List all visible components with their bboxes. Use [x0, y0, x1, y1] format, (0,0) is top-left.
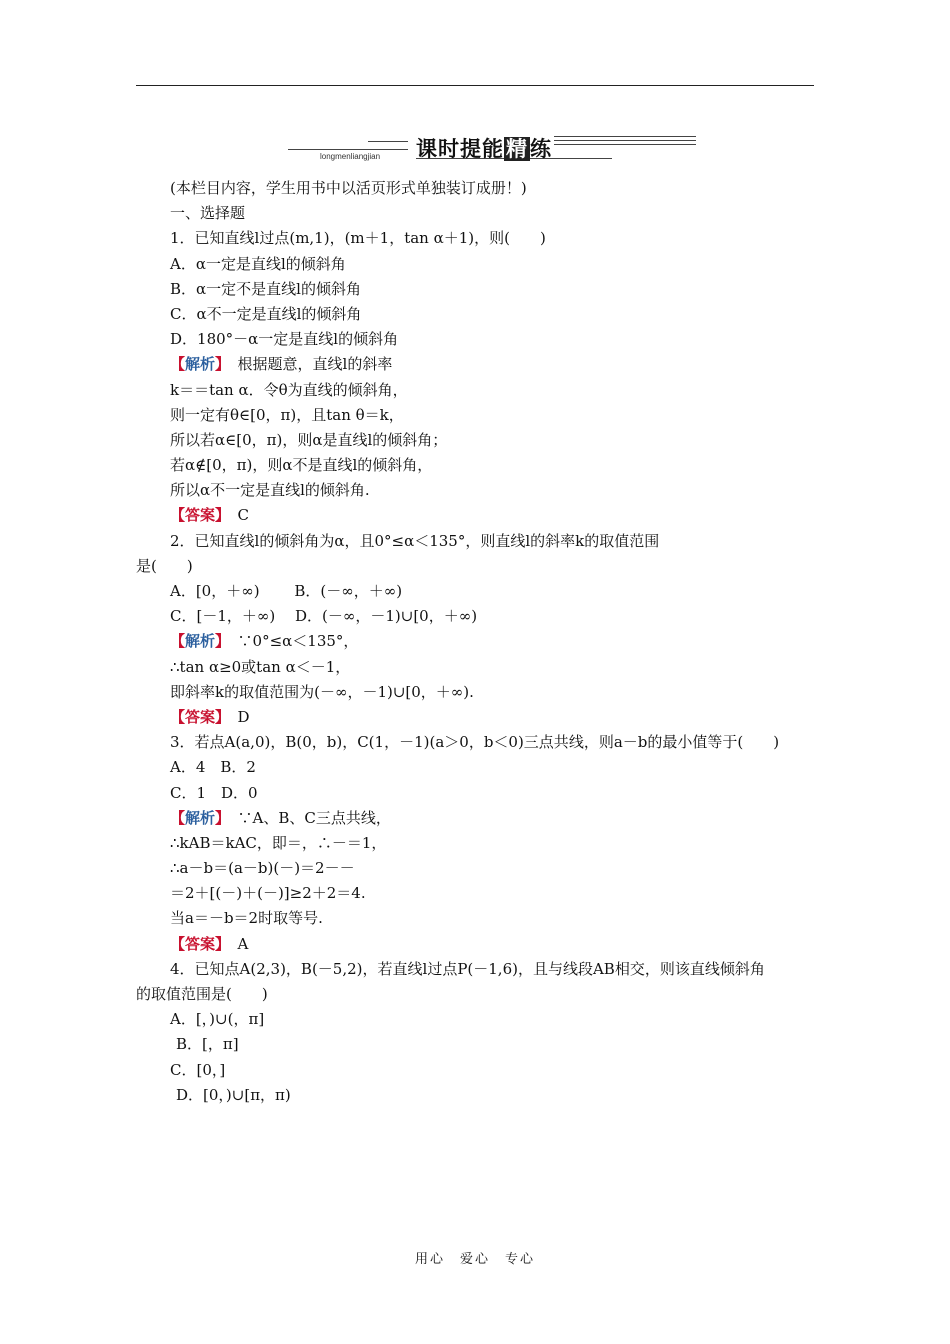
line-text: 的取值范围是( ): [136, 985, 268, 1003]
banner-line: [554, 136, 696, 137]
line-text: D: [222, 707, 250, 726]
line-text: C．[0，]: [170, 1060, 226, 1079]
text-line: [136, 1007, 816, 1032]
line-text: D．180°－α一定是直线l的倾斜角: [170, 330, 399, 349]
line-text: A．α一定是直线l的倾斜角: [170, 254, 346, 273]
text-line: [136, 629, 816, 654]
line-text: ∵0°≤α＜135°，: [222, 632, 359, 651]
line-text: 当a＝－b＝2时取等号.: [170, 909, 323, 928]
line-text: 2．已知直线l的倾斜角为α，且0°≤α＜135°，则直线l的斜率k的取值范围: [170, 531, 660, 550]
text-line: [136, 831, 816, 856]
text-line: [136, 176, 816, 201]
text-line: [136, 277, 816, 302]
line-text: A．[0，＋∞) B．(－∞，＋∞): [170, 582, 403, 600]
line-text: A．[，)∪(，π]: [170, 1010, 265, 1029]
analysis-tag: 【解析】: [170, 808, 223, 827]
text-line: [136, 730, 816, 755]
text-line: [136, 1058, 816, 1083]
line-text: 所以α不一定是直线l的倾斜角.: [170, 481, 370, 500]
text-line: [136, 529, 816, 554]
line-text: 是( ): [136, 556, 193, 575]
banner-line: [368, 141, 408, 142]
line-text: 4．已知点A(2,3)，B(－5,2)，若直线l过点P(－1,6)，且与线段AB相交，则该直线倾斜角: [170, 959, 765, 978]
text-line: [136, 378, 816, 403]
analysis-tag: 【解析】: [170, 355, 223, 374]
text-line: [136, 327, 816, 352]
section-banner: [286, 132, 698, 164]
line-text: C．α不一定是直线l的倾斜角: [170, 304, 362, 323]
text-line: [136, 932, 816, 957]
line-text: C: [222, 506, 250, 525]
line-text: ∵A、B、C三点共线，: [222, 808, 391, 827]
line-text: A: [222, 934, 249, 953]
text-line: [136, 352, 816, 377]
line-text: A．4 B．2: [170, 758, 256, 777]
text-line: [136, 881, 816, 906]
text-line: [136, 554, 816, 579]
text-line: [136, 856, 816, 881]
text-line: [136, 1083, 816, 1108]
text-line: [136, 252, 816, 277]
text-line: [136, 604, 816, 629]
text-line: [136, 705, 816, 730]
line-text: B．[，π]: [176, 1035, 239, 1054]
banner-line: [288, 149, 408, 150]
line-text: ＝2＋[(－)＋(－)]≥2＋2＝4.: [170, 884, 366, 903]
banner-line: [554, 144, 696, 145]
text-line: [136, 655, 816, 680]
text-line: [136, 806, 816, 831]
text-line: [136, 478, 816, 503]
banner-title: 课时提能精练: [416, 137, 552, 161]
page-footer: 用心 爱心 专心: [414, 1252, 535, 1267]
line-text: 即斜率k的取值范围为(－∞，－1)∪[0，＋∞).: [170, 682, 474, 701]
line-text: 1．已知直线l过点(m,1)，(m＋1，tan α＋1)，则( ): [170, 229, 546, 248]
text-line: [136, 982, 816, 1007]
analysis-tag: 【解析】: [170, 632, 223, 651]
line-text: (本栏目内容，学生用书中以活页形式单独装订成册！): [170, 179, 527, 197]
text-line: [136, 755, 816, 780]
line-text: 一、选择题: [170, 204, 246, 223]
text-line: [136, 1032, 816, 1057]
text-line: [136, 906, 816, 931]
line-text: ∴a－b＝(a－b)(－)＝2－－: [170, 859, 355, 878]
line-text: 所以若α∈[0，π)，则α是直线l的倾斜角；: [170, 430, 448, 449]
text-line: [136, 403, 816, 428]
text-line: [136, 428, 816, 453]
line-text: C．1 D．0: [170, 783, 258, 802]
line-text: k＝＝tan α．令θ为直线的倾斜角，: [170, 380, 408, 399]
text-line: [136, 680, 816, 705]
line-text: D．[0，)∪[π，π): [176, 1085, 291, 1104]
line-text: ∴kAB＝kAC，即＝，∴－＝1，: [170, 833, 387, 852]
line-text: 根据题意，直线l的斜率: [222, 355, 393, 374]
text-line: [136, 302, 816, 327]
line-text: 则一定有θ∈[0，π)，且tan θ＝k，: [170, 405, 404, 424]
text-line: [136, 201, 816, 226]
line-text: C．[－1，＋∞) D．(－∞，－1)∪[0，＋∞): [170, 607, 478, 626]
banner-line: [554, 140, 696, 141]
text-line: [136, 503, 816, 528]
line-text: 若α∉[0，π)，则α不是直线l的倾斜角，: [170, 456, 433, 475]
document-body: [136, 176, 816, 1108]
answer-tag: 【答案】: [170, 506, 223, 525]
top-rule: [136, 85, 814, 86]
text-line: [136, 226, 816, 251]
text-line: [136, 957, 816, 982]
text-line: [136, 453, 816, 478]
line-text: ∴tan α≥0或tan α＜－1，: [170, 657, 351, 676]
line-text: 3．若点A(a,0)，B(0，b)，C(1，－1)(a＞0，b＜0)三点共线，则a－b的最小值等于( ): [170, 733, 780, 752]
text-line: [136, 579, 816, 604]
answer-tag: 【答案】: [170, 934, 223, 953]
line-text: B．α一定不是直线l的倾斜角: [170, 279, 361, 298]
banner-subtitle: longmenliangjian: [320, 152, 381, 161]
answer-tag: 【答案】: [170, 707, 223, 726]
text-line: [136, 781, 816, 806]
